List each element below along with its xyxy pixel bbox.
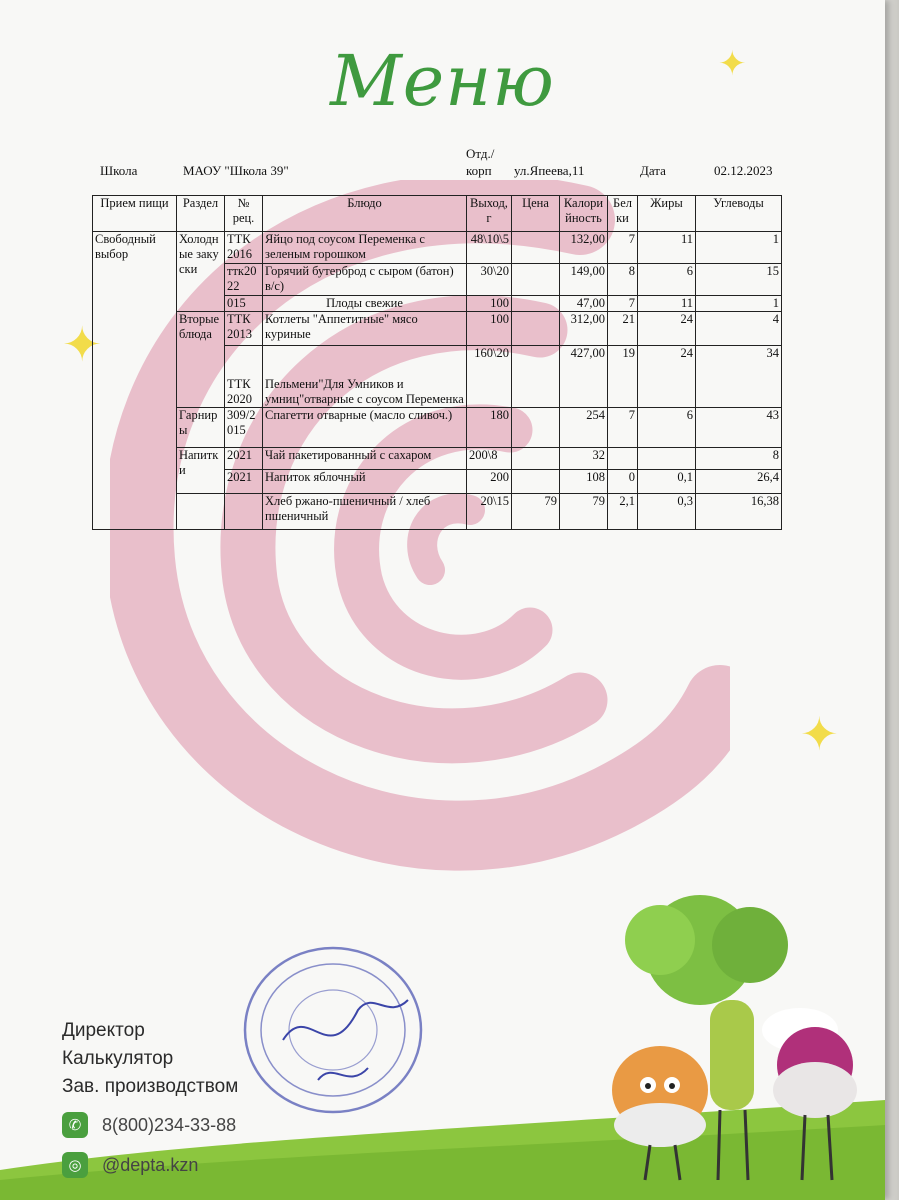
kcal-cell: 427,00 <box>560 346 608 408</box>
price-cell <box>512 470 560 494</box>
column-header: Прием пищи <box>93 196 177 232</box>
protein-cell: 0 <box>608 470 638 494</box>
weight-cell: 160\20 <box>467 346 512 408</box>
carbs-cell: 43 <box>696 408 782 448</box>
carbs-cell: 4 <box>696 312 782 346</box>
weight-cell: 200\8 <box>467 448 512 470</box>
fat-cell: 24 <box>638 346 696 408</box>
kcal-cell: 32 <box>560 448 608 470</box>
section-cell: Холодные закуски <box>177 232 225 312</box>
table-row <box>93 312 782 346</box>
carbs-cell: 16,38 <box>696 494 782 530</box>
kcal-cell: 149,00 <box>560 264 608 296</box>
protein-cell <box>608 448 638 470</box>
fat-cell: 0,3 <box>638 494 696 530</box>
price-cell <box>512 448 560 470</box>
kcal-cell: 312,00 <box>560 312 608 346</box>
column-header: Цена <box>512 196 560 232</box>
phone-contact <box>62 1112 236 1138</box>
column-header: Белки <box>608 196 638 232</box>
recipe-cell <box>225 494 263 530</box>
footer-director: Директор <box>62 1020 145 1041</box>
column-header: Углеводы <box>696 196 782 232</box>
dish-cell: Пельмени"Для Умников и умниц"отварные с соусом Переменка <box>263 346 467 408</box>
footer-production: Зав. производством <box>62 1076 239 1097</box>
sparkle-icon: ✦ <box>718 46 747 83</box>
table-row <box>93 408 782 448</box>
dish-cell: Котлеты "Аппетитные" мясо куриные <box>263 312 467 346</box>
fat-cell: 0,1 <box>638 470 696 494</box>
recipe-cell: 2021 <box>225 448 263 470</box>
vegetable-characters-illustration <box>590 890 870 1190</box>
recipe-cell: ттк2022 <box>225 264 263 296</box>
carbs-cell: 15 <box>696 264 782 296</box>
instagram-icon: ◎ <box>62 1152 88 1178</box>
kcal-cell: 79 <box>560 494 608 530</box>
section-cell <box>177 494 225 530</box>
carbs-cell: 1 <box>696 232 782 264</box>
school-value: МАОУ "Школа 39" <box>183 163 289 178</box>
column-header: Калорийность <box>560 196 608 232</box>
weight-cell: 48\10\5 <box>467 232 512 264</box>
protein-cell: 7 <box>608 232 638 264</box>
carbs-cell: 8 <box>696 448 782 470</box>
table-row <box>93 232 782 264</box>
weight-cell: 200 <box>467 470 512 494</box>
fat-cell: 11 <box>638 232 696 264</box>
price-cell <box>512 346 560 408</box>
dept-value: ул.Япеева,11 <box>514 163 585 178</box>
date-label: Дата <box>640 163 666 178</box>
column-header: Выход, г <box>467 196 512 232</box>
dish-cell: Горячий бутерброд с сыром (батон) в/с) <box>263 264 467 296</box>
column-header: Блюдо <box>263 196 467 232</box>
phone-number: 8(800)234-33-88 <box>102 1114 237 1135</box>
footer-calculator: Калькулятор <box>62 1048 174 1069</box>
phone-icon: ✆ <box>62 1112 88 1138</box>
protein-cell: 21 <box>608 312 638 346</box>
instagram-handle: @depta.kzn <box>102 1154 199 1175</box>
recipe-cell: ТТК 2013 <box>225 312 263 346</box>
kcal-cell: 132,00 <box>560 232 608 264</box>
protein-cell: 8 <box>608 264 638 296</box>
price-cell <box>512 408 560 448</box>
table-header-row <box>93 196 782 232</box>
fat-cell: 11 <box>638 296 696 312</box>
table-row <box>93 494 782 530</box>
official-stamp <box>238 940 438 1120</box>
price-cell <box>512 264 560 296</box>
column-header: Жиры <box>638 196 696 232</box>
dish-cell: Хлеб ржано-пшеничный / хлеб пшеничный <box>263 494 467 530</box>
fat-cell <box>638 448 696 470</box>
instagram-contact <box>62 1152 198 1178</box>
date-value: 02.12.2023 <box>714 163 773 178</box>
dish-cell: Плоды свежие <box>263 296 467 312</box>
weight-cell: 30\20 <box>467 264 512 296</box>
carbs-cell: 26,4 <box>696 470 782 494</box>
protein-cell: 7 <box>608 408 638 448</box>
protein-cell: 7 <box>608 296 638 312</box>
menu-table <box>92 195 782 530</box>
weight-cell: 100 <box>467 312 512 346</box>
weight-cell: 180 <box>467 408 512 448</box>
weight-cell: 20\15 <box>467 494 512 530</box>
carbs-cell: 34 <box>696 346 782 408</box>
column-header: № рец. <box>225 196 263 232</box>
recipe-cell: 015 <box>225 296 263 312</box>
sparkle-icon: ✦ <box>62 319 103 372</box>
price-cell <box>512 296 560 312</box>
protein-cell: 19 <box>608 346 638 408</box>
kcal-cell: 254 <box>560 408 608 448</box>
dish-cell: Спагетти отварные (масло сливоч.) <box>263 408 467 448</box>
section-cell: Гарниры <box>177 408 225 448</box>
section-cell: Напитки <box>177 448 225 494</box>
kcal-cell: 47,00 <box>560 296 608 312</box>
dish-cell: Яйцо под соусом Переменка с зеленым горошком <box>263 232 467 264</box>
kcal-cell: 108 <box>560 470 608 494</box>
recipe-cell: ТТК 2016 <box>225 232 263 264</box>
protein-cell: 2,1 <box>608 494 638 530</box>
fat-cell: 6 <box>638 408 696 448</box>
sparkle-icon: ✦ <box>800 709 839 760</box>
section-cell: Вторые блюда <box>177 312 225 408</box>
meal-cell: Свободный выбор <box>93 232 177 530</box>
table-row <box>93 448 782 470</box>
recipe-cell: 309/2015 <box>225 408 263 448</box>
school-label: Школа <box>100 163 138 178</box>
price-cell <box>512 312 560 346</box>
dept-label: Отд./корп <box>466 146 495 178</box>
dish-cell: Напиток яблочный <box>263 470 467 494</box>
price-cell <box>512 232 560 264</box>
carbs-cell: 1 <box>696 296 782 312</box>
price-cell: 79 <box>512 494 560 530</box>
weight-cell: 100 <box>467 296 512 312</box>
fat-cell: 6 <box>638 264 696 296</box>
page-title: Меню <box>330 40 555 122</box>
dish-cell: Чай пакетированный с сахаром <box>263 448 467 470</box>
recipe-cell: 2021 <box>225 470 263 494</box>
fat-cell: 24 <box>638 312 696 346</box>
column-header: Раздел <box>177 196 225 232</box>
recipe-cell: ТТК 2020 <box>225 346 263 408</box>
